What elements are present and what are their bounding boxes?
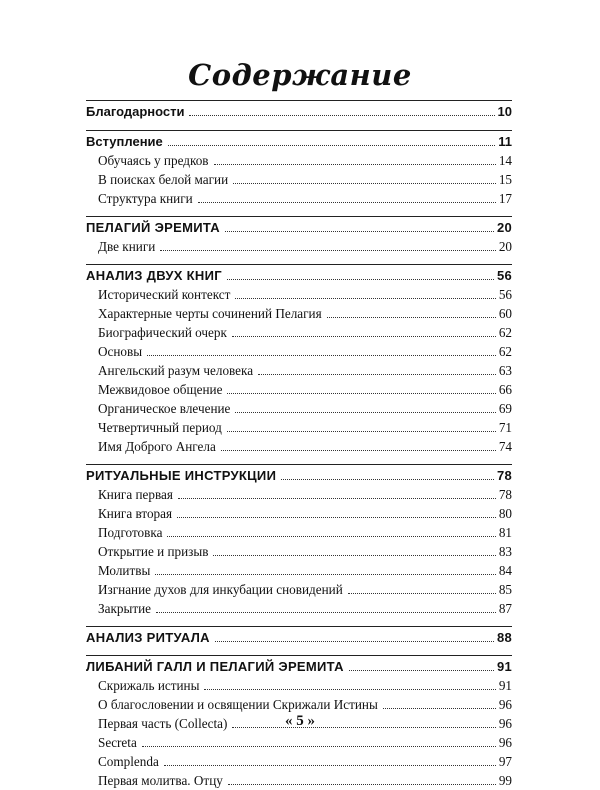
toc-subentry[interactable] [86, 323, 512, 342]
toc-subentry-label: Органическое влечение [98, 401, 231, 416]
dot-leader [214, 164, 496, 165]
dot-leader [204, 689, 495, 690]
toc-subentry-page: 84 [498, 563, 512, 578]
toc-subentry-page: 81 [498, 525, 512, 540]
dot-leader [164, 765, 496, 766]
dot-leader [168, 145, 495, 146]
toc-subentry[interactable] [86, 237, 512, 256]
toc-subentry-label: Книга вторая [98, 506, 173, 521]
dot-leader [233, 183, 496, 184]
toc-entry-label: РИТУАЛЬНЫЕ ИНСТРУКЦИИ [86, 468, 277, 483]
toc-entry[interactable] [86, 466, 512, 485]
toc-subentry-page: 62 [498, 344, 512, 359]
toc-entry-label: Благодарности [86, 104, 185, 119]
toc-subentry[interactable] [86, 580, 512, 599]
toc-subentry-page: 85 [498, 582, 512, 597]
toc-subentry-page: 97 [498, 754, 512, 769]
toc-subentry[interactable] [86, 418, 512, 437]
toc-subentry[interactable] [86, 695, 512, 714]
toc-entry-page: 91 [496, 659, 512, 674]
toc-subentry-page: 20 [498, 239, 512, 254]
toc-entry-page: 11 [498, 134, 512, 149]
toc-subentry-page: 74 [498, 439, 512, 454]
dot-leader [349, 670, 494, 671]
toc-subentry-label: Характерные черты сочинений Пелагия [98, 306, 322, 321]
toc-subentry-page: 71 [498, 420, 512, 435]
toc-subentry-page: 78 [498, 487, 512, 502]
page-number: « 5 » [285, 713, 315, 729]
dot-leader [178, 498, 496, 499]
dot-leader [189, 115, 494, 116]
toc-subentry-label: Имя Доброго Ангела [98, 439, 216, 454]
toc-entry[interactable] [86, 266, 512, 285]
dot-leader [383, 708, 496, 709]
toc-subentry[interactable] [86, 561, 512, 580]
toc-subentry-page: 17 [498, 191, 512, 206]
toc-subentry-page: 99 [498, 773, 512, 788]
dot-leader [221, 450, 496, 451]
table-of-contents [86, 100, 512, 790]
toc-subentry-page: 62 [498, 325, 512, 340]
toc-entry-page: 56 [496, 268, 512, 283]
dot-leader [327, 317, 496, 318]
dot-leader [142, 746, 496, 747]
toc-subentry-page: 15 [498, 172, 512, 187]
toc-subentry-page: 87 [498, 601, 512, 616]
toc-subentry-label: Основы [98, 344, 143, 359]
toc-subentry-page: 91 [498, 678, 512, 693]
dot-leader [227, 279, 494, 280]
toc-subentry-label: Книга первая [98, 487, 173, 502]
toc-subentry[interactable] [86, 504, 512, 523]
toc-entry[interactable] [86, 132, 512, 151]
toc-subentry[interactable] [86, 285, 512, 304]
dot-leader [232, 336, 496, 337]
toc-subentry-label: Complenda [98, 754, 159, 769]
toc-subentry[interactable] [86, 399, 512, 418]
dot-leader [167, 536, 495, 537]
toc-subentry-page: 69 [498, 401, 512, 416]
dot-leader [235, 412, 495, 413]
toc-subentry-label: Биографический очерк [98, 325, 227, 340]
dot-leader [155, 574, 496, 575]
toc-section-ritual-instructions [86, 464, 512, 618]
toc-entry-page: 20 [496, 220, 512, 235]
dot-leader [227, 393, 495, 394]
toc-subentry-page: 96 [498, 697, 512, 712]
toc-subentry[interactable] [86, 771, 512, 790]
toc-subentry[interactable] [86, 189, 512, 208]
toc-entry-label: АНАЛИЗ ДВУХ КНИГ [86, 268, 222, 283]
toc-entry[interactable] [86, 218, 512, 237]
toc-subentry-label: Подготовка [98, 525, 163, 540]
toc-entry-page: 88 [496, 630, 512, 645]
dot-leader [147, 355, 496, 356]
toc-subentry-label: Изгнание духов для инкубации сновидений [98, 582, 343, 597]
dot-leader [215, 641, 494, 642]
toc-subentry-page: 14 [498, 153, 512, 168]
toc-section-acknowledgements [86, 100, 512, 121]
toc-subentry-label: Открытие и призыв [98, 544, 209, 559]
toc-subentry[interactable] [86, 523, 512, 542]
toc-subentry-label: Молитвы [98, 563, 151, 578]
dot-leader [235, 298, 495, 299]
toc-subentry-label: О благословении и освящении Скрижали Истины [98, 697, 378, 712]
toc-entry[interactable] [86, 102, 512, 121]
toc-subentry-label: Скрижаль истины [98, 678, 200, 693]
toc-subentry[interactable] [86, 733, 512, 752]
toc-subentry[interactable] [86, 151, 512, 170]
toc-entry-label: АНАЛИЗ РИТУАЛА [86, 630, 210, 645]
toc-subentry[interactable] [86, 170, 512, 189]
toc-entry-page: 10 [497, 104, 512, 119]
toc-subentry-page: 96 [498, 716, 512, 731]
toc-section-pelagius [86, 216, 512, 256]
dot-leader [348, 593, 496, 594]
dot-leader [198, 202, 496, 203]
toc-subentry[interactable] [86, 676, 512, 695]
toc-entry-label: ЛИБАНИЙ ГАЛЛ И ПЕЛАГИЙ ЭРЕМИТА [86, 659, 344, 674]
toc-subentry-label: Четвертичный период [98, 420, 222, 435]
dot-leader [156, 612, 496, 613]
toc-entry-page: 78 [496, 468, 512, 483]
dot-leader [258, 374, 496, 375]
toc-subentry[interactable] [86, 361, 512, 380]
toc-subentry-page: 60 [498, 306, 512, 321]
toc-subentry-page: 80 [498, 506, 512, 521]
toc-entry[interactable] [86, 628, 512, 647]
toc-subentry-label: Обучаясь у предков [98, 153, 209, 168]
toc-subentry-label: Первая часть (Collecta) [98, 716, 228, 731]
toc-entry[interactable] [86, 657, 512, 676]
dot-leader [177, 517, 496, 518]
toc-subentry-label: В поисках белой магии [98, 172, 229, 187]
dot-leader [227, 431, 496, 432]
page-title: Содержание [188, 58, 412, 92]
toc-subentry[interactable] [86, 752, 512, 771]
toc-subentry-page: 63 [498, 363, 512, 378]
toc-section-ritual-analysis [86, 626, 512, 647]
toc-subentry[interactable] [86, 380, 512, 399]
toc-subentry-page: 66 [498, 382, 512, 397]
toc-subentry[interactable] [86, 304, 512, 323]
toc-subentry[interactable] [86, 599, 512, 618]
toc-subentry[interactable] [86, 342, 512, 361]
toc-section-analysis-books [86, 264, 512, 456]
toc-subentry-label: Две книги [98, 239, 156, 254]
toc-entry-label: Вступление [86, 134, 163, 149]
toc-subentry-label: Первая молитва. Отцу [98, 773, 223, 788]
toc-entry-label: ПЕЛАГИЙ ЭРЕМИТА [86, 220, 220, 235]
toc-subentry[interactable] [86, 542, 512, 561]
dot-leader [281, 479, 494, 480]
toc-subentry-label: Межвидовое общение [98, 382, 223, 397]
toc-subentry[interactable] [86, 437, 512, 456]
toc-subentry-page: 96 [498, 735, 512, 750]
dot-leader [225, 231, 494, 232]
toc-subentry-label: Ангельский разум человека [98, 363, 254, 378]
toc-section-introduction [86, 130, 512, 208]
toc-subentry-page: 56 [498, 287, 512, 302]
toc-subentry-label: Исторический контекст [98, 287, 231, 302]
toc-subentry-label: Secreta [98, 735, 137, 750]
toc-subentry-label: Структура книги [98, 191, 193, 206]
toc-subentry-label: Закрытие [98, 601, 151, 616]
dot-leader [228, 784, 496, 785]
dot-leader [160, 250, 496, 251]
toc-subentry[interactable] [86, 485, 512, 504]
dot-leader [213, 555, 495, 556]
toc-subentry-page: 83 [498, 544, 512, 559]
